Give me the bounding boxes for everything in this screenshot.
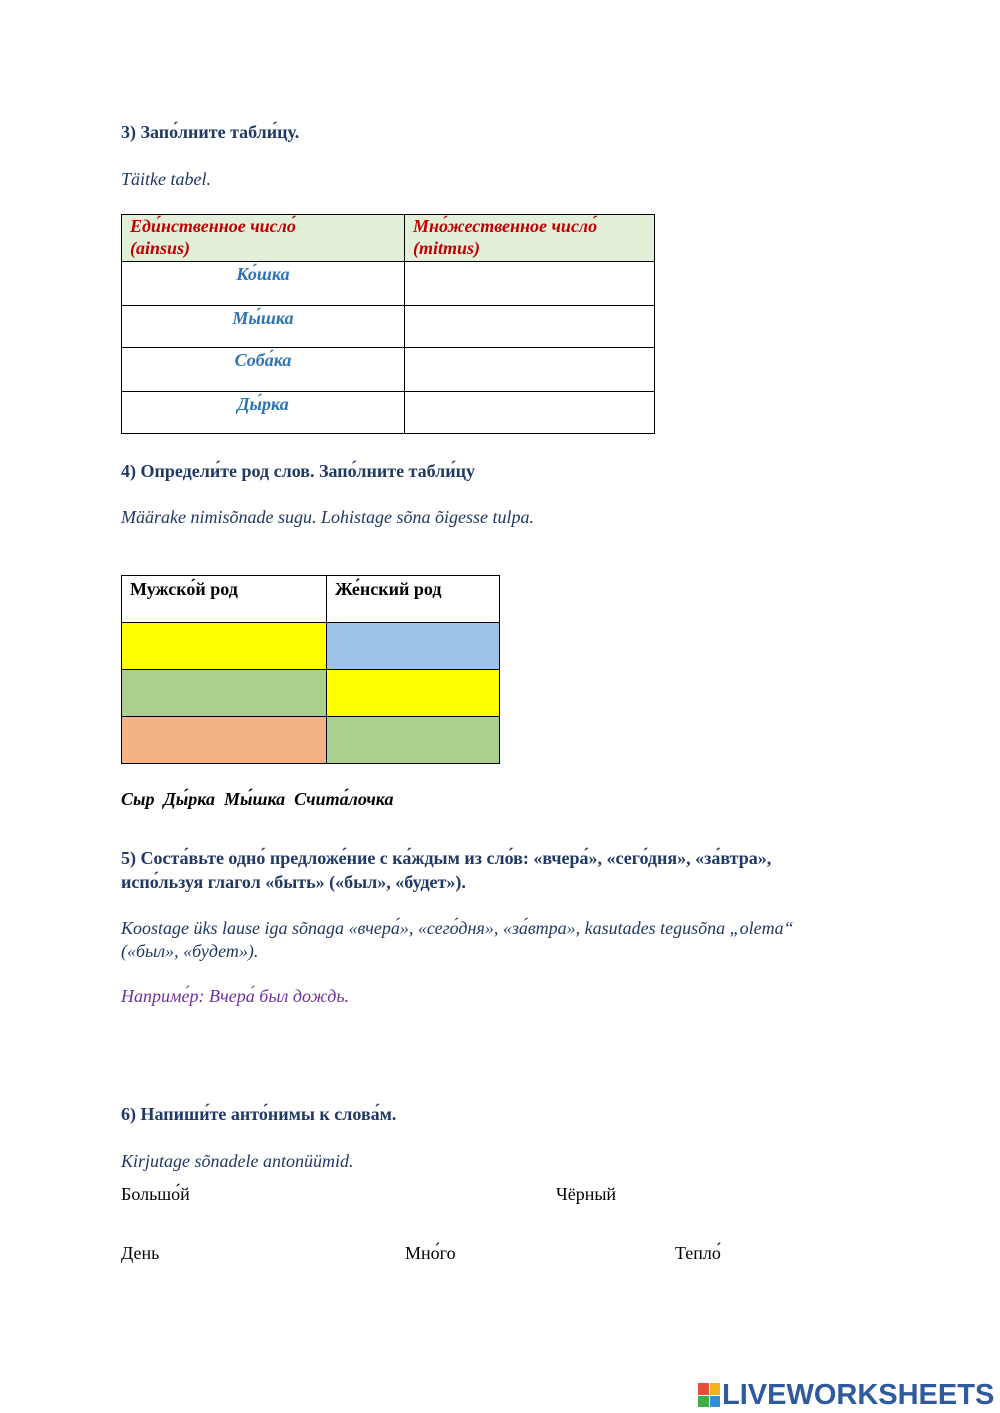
masculine-drop-slot[interactable]: [122, 717, 327, 764]
masculine-drop-slot[interactable]: [122, 623, 327, 670]
liveworksheets-logo: [698, 1378, 994, 1412]
antonym-word-warm: Тепло́: [675, 1243, 721, 1263]
masculine-drop-slot[interactable]: [122, 670, 327, 717]
plural-answer-cell[interactable]: [405, 306, 655, 348]
masculine-header: Мужско́й род: [122, 576, 327, 623]
plural-header-line2: (mitmus): [413, 238, 481, 258]
task3-title: 3) Запо́лните табли́цу.: [121, 122, 300, 142]
task3-table: [121, 214, 655, 434]
task5-title-line1: 5) Соста́вьте одно́ предложе́ние с ка́ждым из сло́в: «вчера́», «сего́дня», «за́втра»,: [121, 848, 772, 868]
singular-word: Ды́рка: [122, 392, 405, 434]
task6-title: 6) Напиши́те анто́нимы к слова́м.: [121, 1104, 397, 1124]
draggable-words[interactable]: Сыр Ды́рка Мы́шка Счита́лочка: [121, 789, 394, 809]
plural-answer-cell[interactable]: [405, 262, 655, 306]
antonym-word-day: День: [121, 1243, 160, 1263]
feminine-drop-slot[interactable]: [327, 670, 500, 717]
singular-word: Ко́шка: [122, 262, 405, 306]
task3-subtitle: Täitke tabel.: [121, 169, 211, 189]
logo-text: LIVEWORKSHEETS: [722, 1378, 995, 1411]
task5-subtitle-line2: («был», «будет»).: [121, 941, 259, 961]
singular-header-line2: (ainsus): [130, 238, 191, 258]
singular-word: Соба́ка: [122, 348, 405, 392]
task6-subtitle: Kirjutage sõnadele antonüümid.: [121, 1151, 354, 1171]
antonym-word-black: Чёрный: [556, 1184, 617, 1204]
task4-subtitle: Määrake nimisõnade sugu. Lohistage sõna õigesse tulpa.: [121, 507, 534, 527]
logo-blocks-icon: [698, 1383, 720, 1407]
feminine-drop-slot[interactable]: [327, 623, 500, 670]
plural-answer-cell[interactable]: [405, 348, 655, 392]
plural-header: [405, 215, 655, 262]
feminine-drop-slot[interactable]: [327, 717, 500, 764]
plural-header-line1: Мно́жественное число́: [413, 216, 598, 236]
antonym-word-big: Большо́й: [121, 1184, 190, 1204]
feminine-header: Же́нский род: [327, 576, 500, 623]
task4-title: 4) Определи́те род слов. Запо́лните табли́цу: [121, 461, 476, 481]
singular-header: [122, 215, 405, 262]
singular-header-line1: Еди́нственное число́: [130, 216, 296, 236]
task5-subtitle-line1: Koostage üks lause iga sõnaga «вчера́», «сего́дня», «за́втра», kasutades tegusõna „olema“: [121, 918, 794, 938]
antonym-word-many: Мно́го: [405, 1243, 456, 1263]
task5-title-line2: испо́льзуя глагол «быть» («был», «будет»).: [121, 872, 466, 892]
gender-table: [121, 575, 500, 764]
task5-example: Наприме́р: Вчера́ был дождь.: [121, 986, 350, 1006]
plural-answer-cell[interactable]: [405, 392, 655, 434]
singular-word: Мы́шка: [122, 306, 405, 348]
